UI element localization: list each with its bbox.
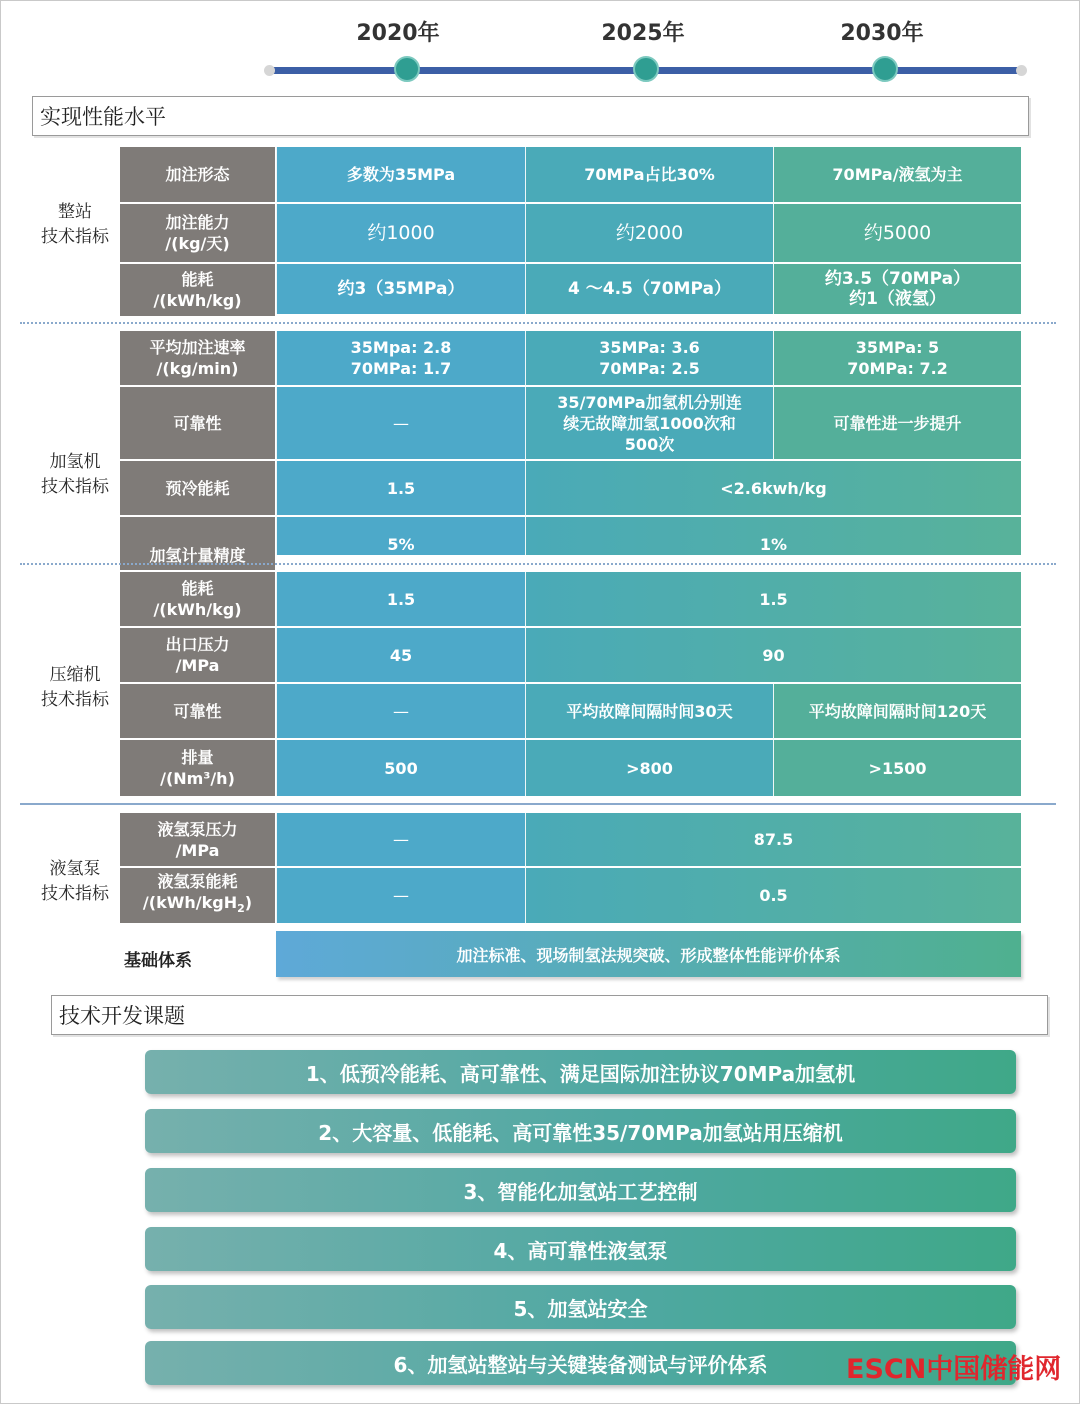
cell-outlet-pressure-2025-2030: 90 <box>525 628 1021 684</box>
year-2020: 2020年 <box>356 21 440 46</box>
row-label-pump-energy <box>120 868 275 923</box>
section-topics-title: 技术开发课题 <box>59 1004 185 1028</box>
cell-pump-energy-2025-2030: 0.5 <box>525 868 1021 923</box>
cell-precool-2025-2030: <2.6kwh/kg <box>525 461 1021 517</box>
timeline-dot-2025 <box>633 56 659 82</box>
group-compressor <box>30 663 120 713</box>
group-pump-line1: 液氢泵 <box>49 859 101 879</box>
row-label-station-energy <box>120 264 275 316</box>
cell-dispenser-reliability-2020: — <box>276 387 525 461</box>
topic-5: 5、加氢站安全 <box>145 1285 1016 1329</box>
row-label-outlet-pressure <box>120 628 275 684</box>
cell-avg-rate-2020-line1: 35Mpa: 2.8 <box>350 338 452 357</box>
pump-energy-subscript: 2 <box>237 902 245 916</box>
cell-comp-reliability-2025: 平均故障间隔时间30天 <box>525 684 773 740</box>
timeline-end-cap <box>1016 65 1027 76</box>
row-label-fill-capacity-line2: /(kg/天) <box>165 234 230 253</box>
group-pump <box>30 857 120 907</box>
row-label-comp-energy-line2: /(kWh/kg) <box>153 600 242 619</box>
cell-dispenser-reliability-2030: 可靠性进一步提升 <box>773 387 1021 461</box>
row-label-pump-pressure <box>120 813 275 868</box>
row-label-station-energy-line1: 能耗 <box>181 270 214 289</box>
topic-2: 2、大容量、低能耗、高可靠性35/70MPa加氢站用压缩机 <box>145 1109 1016 1153</box>
watermark-latin: ESCN <box>846 1354 927 1385</box>
separator-3 <box>20 803 1056 805</box>
cell-displacement-2025: >800 <box>525 740 773 796</box>
separator-2 <box>20 563 1056 565</box>
row-label-pump-pressure-line1: 液氢泵压力 <box>157 819 238 839</box>
cell-fill-capacity-2030: 约5000 <box>773 204 1021 264</box>
cell-fill-capacity-2025: 约2000 <box>525 204 773 264</box>
row-label-comp-reliability: 可靠性 <box>120 684 275 740</box>
foundation-bar: 加注标准、现场制氢法规突破、形成整体性能评价体系 <box>276 931 1021 977</box>
row-label-displacement-line1: 排量 <box>181 748 214 767</box>
cell-pump-pressure-2025-2030: 87.5 <box>525 813 1021 868</box>
row-label-avg-rate-line2: /(kg/min) <box>156 359 239 378</box>
row-label-station-energy-line2: /(kWh/kg) <box>153 291 242 310</box>
cell-avg-rate-2020 <box>276 331 525 387</box>
cell-avg-rate-2025 <box>525 331 773 387</box>
row-label-displacement <box>120 740 275 796</box>
section-topics-header <box>51 995 1048 1035</box>
timeline-dot-2020 <box>394 56 420 82</box>
cell-displacement-2030: >1500 <box>773 740 1021 796</box>
cell-avg-rate-2020-line2: 70MPa: 1.7 <box>350 359 452 378</box>
row-label-outlet-pressure-line1: 出口压力 <box>165 635 230 654</box>
timeline-start-cap <box>264 65 275 76</box>
cell-comp-energy-2025-2030: 1.5 <box>525 572 1021 628</box>
group-station-line2: 技术指标 <box>41 227 109 247</box>
row-label-metering: 加氢计量精度 <box>120 517 275 570</box>
group-station-line1: 整站 <box>58 202 92 222</box>
cell-pump-pressure-2020: — <box>276 813 525 868</box>
cell-fill-form-2025: 70MPa占比30% <box>525 147 773 204</box>
cell-station-energy-2030 <box>773 264 1021 314</box>
group-compressor-line2: 技术指标 <box>41 690 109 710</box>
watermark-logo <box>846 1347 1061 1386</box>
cell-dispenser-reliability-2025 <box>525 387 773 461</box>
row-label-outlet-pressure-line2: /MPa <box>175 656 220 675</box>
timeline-dot-2030 <box>872 56 898 82</box>
group-station <box>30 200 120 250</box>
topic-4: 4、高可靠性液氢泵 <box>145 1227 1016 1271</box>
cell-dispenser-reliability-2025-line2: 续无故障加氢1000次和 <box>563 413 736 433</box>
cell-metering-2020: 5% <box>276 517 525 555</box>
cell-dispenser-reliability-2025-line3: 500次 <box>624 434 675 454</box>
group-dispenser <box>30 450 120 500</box>
cell-fill-form-2030: 70MPa/液氢为主 <box>773 147 1021 204</box>
section-performance-header <box>32 96 1029 136</box>
cell-avg-rate-2030-line2: 70MPa: 7.2 <box>847 359 948 378</box>
group-dispenser-line2: 技术指标 <box>41 477 109 497</box>
cell-comp-energy-2020: 1.5 <box>276 572 525 628</box>
cell-station-energy-2020: 约3（35MPa） <box>276 264 525 314</box>
row-label-fill-capacity-line1: 加注能力 <box>165 213 230 232</box>
cell-avg-rate-2025-line2: 70MPa: 2.5 <box>599 359 700 378</box>
cell-station-energy-2025: 4 ～4.5（70MPa） <box>525 264 773 314</box>
cell-dispenser-reliability-2025-line1: 35/70MPa加氢机分别连 <box>557 392 742 412</box>
cell-fill-form-2020: 多数为35MPa <box>276 147 525 204</box>
cell-outlet-pressure-2020: 45 <box>276 628 525 684</box>
separator-1 <box>20 322 1056 324</box>
cell-avg-rate-2030-line1: 35MPa: 5 <box>855 338 940 357</box>
year-2030: 2030年 <box>840 21 924 46</box>
group-dispenser-line1: 加氢机 <box>49 452 101 472</box>
cell-pump-energy-2020: — <box>276 868 525 923</box>
cell-displacement-2020: 500 <box>276 740 525 796</box>
row-label-displacement-line2: /(Nm³/h) <box>160 769 235 788</box>
row-label-pump-pressure-line2: /MPa <box>175 840 220 860</box>
cell-station-energy-2030-line2: 约1（液氢） <box>849 289 946 309</box>
topic-3: 3、智能化加氢站工艺控制 <box>145 1168 1016 1212</box>
row-label-comp-energy <box>120 572 275 628</box>
pump-energy-unit-close: ) <box>244 893 253 913</box>
row-label-avg-rate <box>120 331 275 387</box>
cell-station-energy-2030-line1: 约3.5（70MPa） <box>824 269 971 289</box>
cell-fill-capacity-2020: 约1000 <box>276 204 525 264</box>
group-pump-line2: 技术指标 <box>41 884 109 904</box>
row-label-comp-energy-line1: 能耗 <box>181 579 214 598</box>
cell-comp-reliability-2030: 平均故障间隔时间120天 <box>773 684 1021 740</box>
year-2025: 2025年 <box>601 21 685 46</box>
cell-comp-reliability-2020: — <box>276 684 525 740</box>
row-label-precool: 预冷能耗 <box>120 461 275 517</box>
cell-avg-rate-2025-line1: 35MPa: 3.6 <box>599 338 700 357</box>
pump-energy-unit: /(kWh/kgH <box>142 893 238 913</box>
cell-precool-2020: 1.5 <box>276 461 525 517</box>
topic-6: 6、加氢站整站与关键装备测试与评价体系 <box>145 1341 1016 1385</box>
cell-avg-rate-2030 <box>773 331 1021 387</box>
row-label-fill-capacity <box>120 204 275 264</box>
row-label-pump-energy-line2 <box>143 892 252 919</box>
row-label-pump-energy-line1: 液氢泵能耗 <box>157 872 238 892</box>
topic-1: 1、低预冷能耗、高可靠性、满足国际加注协议70MPa加氢机 <box>145 1050 1016 1094</box>
cell-metering-2025-2030: 1% <box>525 517 1021 555</box>
row-label-fill-form: 加注形态 <box>120 147 275 204</box>
watermark-cjk: 中国储能网 <box>926 1354 1062 1385</box>
row-label-dispenser-reliability: 可靠性 <box>120 387 275 461</box>
group-compressor-line1: 压缩机 <box>49 665 101 685</box>
foundation-label: 基础体系 <box>124 951 192 971</box>
row-label-avg-rate-line1: 平均加注速率 <box>149 338 246 357</box>
section-performance-title: 实现性能水平 <box>40 105 166 129</box>
